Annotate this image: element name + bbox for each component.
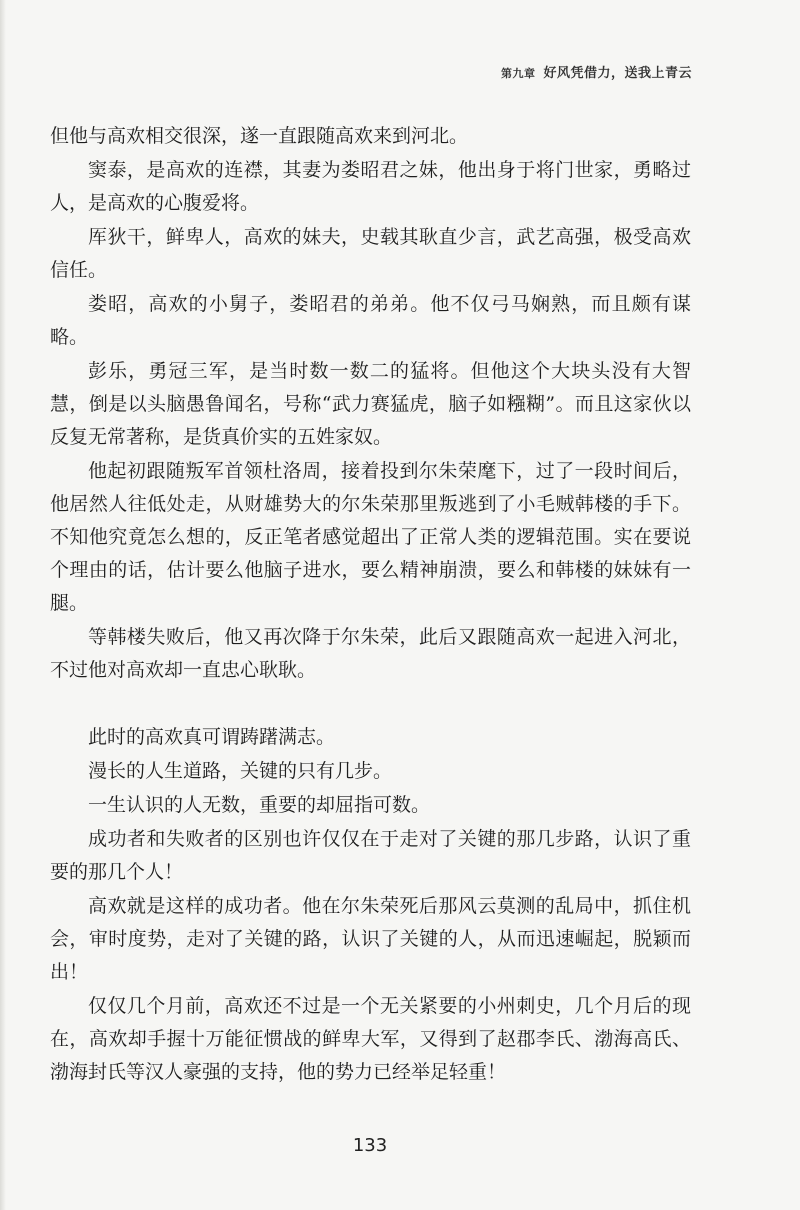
binding-edge bbox=[0, 0, 6, 1210]
paragraph: 娄昭，高欢的小舅子，娄昭君的弟弟。他不仅弓马娴熟，而且颇有谋略。 bbox=[50, 293, 691, 348]
chapter-title: 好风凭借力，送我上青云 bbox=[543, 66, 692, 81]
body-text bbox=[50, 120, 691, 1090]
paragraph: 但他与高欢相交很深，遂一直跟随高欢来到河北。 bbox=[50, 125, 469, 147]
paragraph: 等韩楼失败后，他又再次降于尔朱荣，此后又跟随高欢一起进入河北，不过他对高欢却一直忠心耿耿。 bbox=[50, 626, 691, 681]
chapter-number: 第九章 bbox=[500, 67, 536, 80]
paragraph: 漫长的人生道路，关键的只有几步。 bbox=[88, 760, 393, 782]
paragraph: 仅仅几个月前，高欢还不过是一个无关紧要的小州刺史，几个月后的现在，高欢却手握十万能征惯战的鲜卑大军，又得到了赵郡李氏、渤海高氏、渤海封氏等汉人豪强的支持，他的势力已经举足轻重！ bbox=[50, 995, 691, 1083]
paragraph: 窦泰，是高欢的连襟，其妻为娄昭君之妹，他出身于将门世家，勇略过人，是高欢的心腹爱将。 bbox=[50, 159, 691, 214]
running-header bbox=[501, 62, 692, 81]
paragraph: 厍狄干，鲜卑人，高欢的妹夫，史载其耿直少言，武艺高强，极受高欢信任。 bbox=[50, 226, 691, 281]
paragraph: 此时的高欢真可谓踌躇满志。 bbox=[88, 726, 336, 748]
paragraph: 彭乐，勇冠三军，是当时数一数二的猛将。但他这个大块头没有大智慧，倒是以头脑愚鲁闻名，号称“武力赛猛虎，脑子如糨糊”。而且这家伙以反复无常著称，是货真价实的五姓家奴。 bbox=[50, 360, 691, 448]
paragraph: 成功者和失败者的区别也许仅仅在于走对了关键的那几步路，认识了重要的那几个人！ bbox=[50, 828, 691, 883]
paragraph: 高欢就是这样的成功者。他在尔朱荣死后那风云莫测的乱局中，抓住机会，审时度势，走对了关键的路，认识了关键的人，从而迅速崛起，脱颖而出！ bbox=[50, 895, 691, 983]
section-gap bbox=[50, 688, 691, 721]
paragraph: 他起初跟随叛军首领杜洛周，接着投到尔朱荣麾下，过了一段时间后，他居然人往低处走，从财雄势大的尔朱荣那里叛逃到了小毛贼韩楼的手下。不知他究竟怎么想的，反正笔者感觉超出了正常人类的逻辑范围。实在要说个理由的话，估计要么他脑子进水，要么精神崩溃，要么和韩楼的妹妹有一腿。 bbox=[50, 460, 691, 614]
page-number: 133 bbox=[352, 1135, 388, 1156]
paragraph: 一生认识的人无数，重要的却屈指可数。 bbox=[88, 794, 431, 816]
